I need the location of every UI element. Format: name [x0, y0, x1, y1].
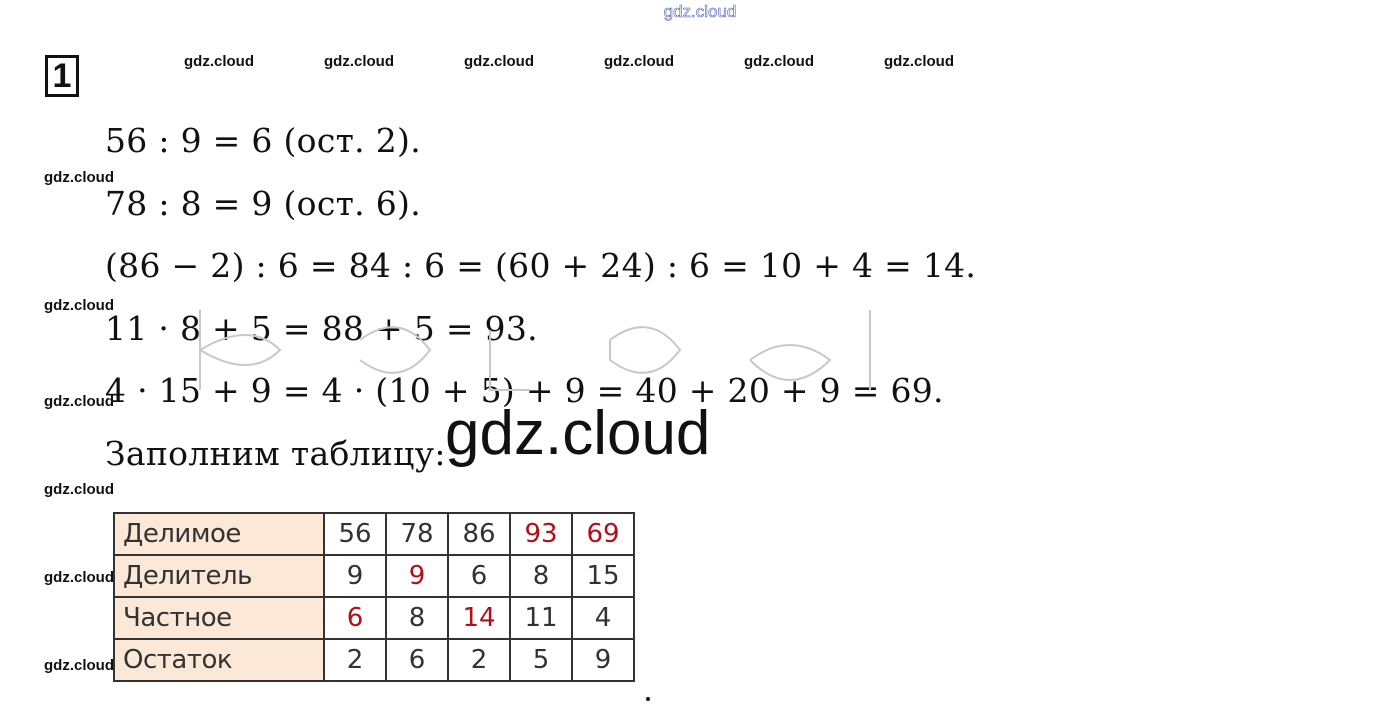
- trailing-dot: [646, 697, 650, 701]
- watermark-row-3: gdz.cloud: [464, 53, 534, 70]
- watermark-left-4: gdz.cloud: [44, 481, 114, 498]
- watermark-left-5: gdz.cloud: [44, 569, 114, 586]
- equation-4: [105, 309, 538, 348]
- results-table: [113, 512, 635, 682]
- watermark-left-6: gdz.cloud: [44, 657, 114, 674]
- row-header-remainder: Остаток: [114, 639, 324, 681]
- equation-1: [105, 121, 421, 160]
- table-cell: 78: [386, 513, 448, 555]
- equation-1-text: 56 : 9 = 6 (ост. 2).: [105, 121, 422, 160]
- table-cell: 4: [572, 597, 634, 639]
- watermark-big: gdz.cloud: [445, 399, 711, 468]
- table-cell: 56: [324, 513, 386, 555]
- equation-5-text: 4 · 15 + 9 = 4 · (10 + 5) + 9 = 40 + 20 + 9 = 69.: [105, 371, 944, 410]
- table-intro-text: Заполним таблицу:: [105, 434, 446, 473]
- table-cell: 8: [510, 555, 572, 597]
- watermark-left-2: gdz.cloud: [44, 297, 114, 314]
- watermark-top: gdz.cloud: [663, 2, 737, 21]
- table-cell: 15: [572, 555, 634, 597]
- table-cell: 8: [386, 597, 448, 639]
- table-cell-answer: 69: [572, 513, 634, 555]
- table-cell: 2: [448, 639, 510, 681]
- watermark-row-5: gdz.cloud: [744, 53, 814, 70]
- table-intro: [105, 434, 446, 473]
- table-cell: 6: [386, 639, 448, 681]
- watermark-row-4: gdz.cloud: [604, 53, 674, 70]
- table-cell: 5: [510, 639, 572, 681]
- row-header-dividend: Делимое: [114, 513, 324, 555]
- watermark-row-1: gdz.cloud: [184, 53, 254, 70]
- table-cell: 6: [448, 555, 510, 597]
- equation-3: [105, 246, 976, 285]
- equation-2: [105, 184, 421, 223]
- table-cell: 9: [572, 639, 634, 681]
- watermark-left-3: gdz.cloud: [44, 393, 114, 410]
- table-row-divisor: [114, 555, 634, 597]
- table-cell: 11: [510, 597, 572, 639]
- row-header-quotient: Частное: [114, 597, 324, 639]
- table-row-remainder: [114, 639, 634, 681]
- equation-2-text: 78 : 8 = 9 (ост. 6).: [105, 184, 422, 223]
- equation-3-text: (86 − 2) : 6 = 84 : 6 = (60 + 24) : 6 = 10 + 4 = 14.: [105, 246, 977, 285]
- table-row-quotient: [114, 597, 634, 639]
- table-row-dividend: [114, 513, 634, 555]
- watermark-row-2: gdz.cloud: [324, 53, 394, 70]
- watermark-left-1: gdz.cloud: [44, 169, 114, 186]
- row-header-divisor: Делитель: [114, 555, 324, 597]
- table-cell: 9: [324, 555, 386, 597]
- watermark-row-6: gdz.cloud: [884, 53, 954, 70]
- table-cell-answer: 93: [510, 513, 572, 555]
- table-cell-answer: 6: [324, 597, 386, 639]
- task-number: 1: [45, 55, 79, 97]
- table-cell: 86: [448, 513, 510, 555]
- equation-4-text: 11 · 8 + 5 = 88 + 5 = 93.: [105, 309, 538, 348]
- table-cell-answer: 9: [386, 555, 448, 597]
- table-cell-answer: 14: [448, 597, 510, 639]
- table-cell: 2: [324, 639, 386, 681]
